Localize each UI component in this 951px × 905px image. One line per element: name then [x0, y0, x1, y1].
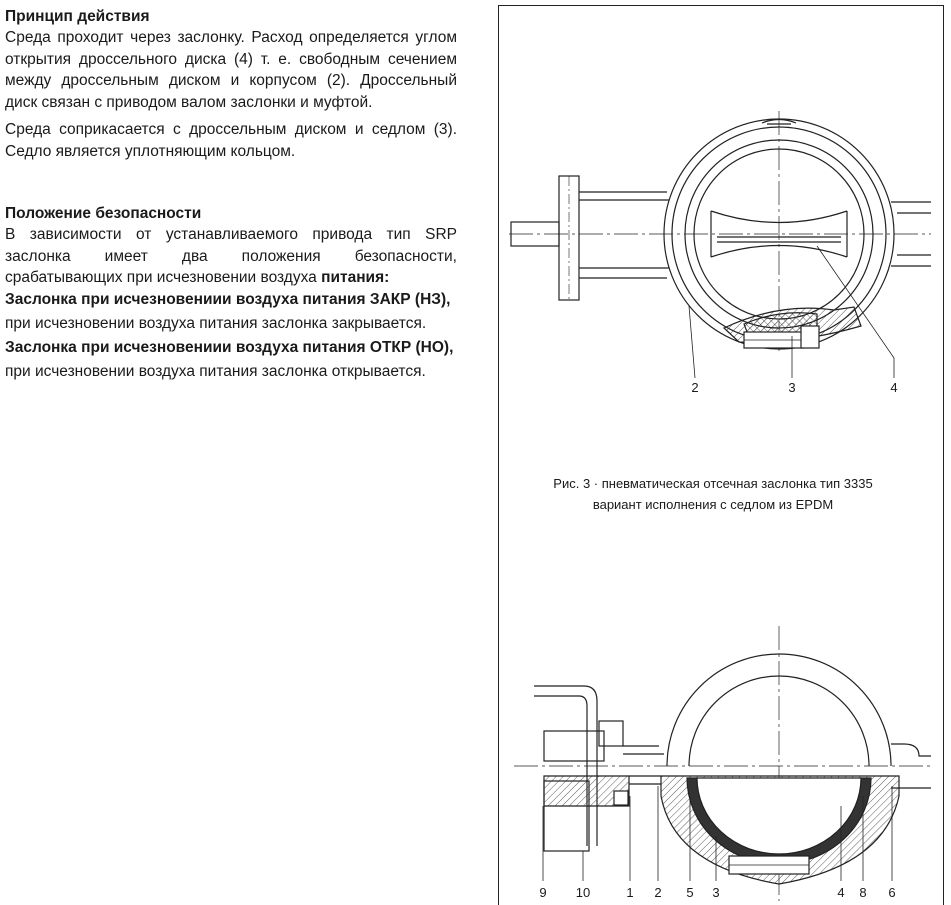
- caption-line-1: Рис. 3 · пневматическая отсечная заслонка тип 3335: [553, 476, 873, 491]
- fail-open-text: при исчезновении воздуха питания заслонка открывается.: [5, 363, 426, 380]
- principle-paragraph-2: Среда соприкасается с дроссельным диском и седлом (3). Седло является уплотняющим кольцом.: [5, 121, 457, 160]
- safety-paragraph-text: В зависимости от устанавливаемого привода тип SRP заслонка имеет два положения безопасности, срабатывающих при исчезновении воздуха: [5, 226, 457, 286]
- section-label: 3: [712, 885, 720, 900]
- safety-paragraph: [5, 224, 457, 289]
- section-label: 8: [859, 885, 867, 900]
- section-label: 2: [654, 885, 662, 900]
- section-label: 9: [539, 885, 547, 900]
- fig3-label: 2: [691, 380, 699, 395]
- caption-line-2: вариант исполнения с седлом из EPDM: [592, 497, 834, 512]
- text-column: [5, 6, 457, 383]
- safety-paragraph-bold: питания:: [321, 269, 390, 286]
- section-label: 1: [626, 885, 634, 900]
- technical-drawings: [499, 6, 944, 901]
- section-label: 4: [837, 885, 845, 900]
- section-label: 5: [686, 885, 694, 900]
- principle-paragraph-1: Среда проходит через заслонку. Расход определяется углом открытия дроссельного диска (4) т. е. свободным сечением между дроссельным диском и корпусом (2). Дроссельный диск связан с приводом валом заслонки и муфтой.: [5, 29, 457, 111]
- figure3-drawing: [509, 111, 931, 378]
- fail-close-title: Заслонка при исчезновениии воздуха питания ЗАКР (НЗ),: [5, 290, 451, 308]
- section-label: 10: [575, 885, 591, 900]
- figure3-caption: [500, 473, 926, 515]
- section-title-principle: Принцип действия: [5, 8, 150, 25]
- fail-open-title: Заслонка при исчезновениии воздуха питания ОТКР (НО),: [5, 339, 454, 356]
- fig3-label: 3: [788, 380, 796, 395]
- section-title-safety: Положение безопасности: [5, 205, 202, 222]
- section-label: 6: [888, 885, 896, 900]
- fail-close-text: при исчезновении воздуха питания заслонка закрывается.: [5, 314, 427, 332]
- section-drawing: [514, 626, 931, 901]
- fig3-label: 4: [890, 380, 898, 395]
